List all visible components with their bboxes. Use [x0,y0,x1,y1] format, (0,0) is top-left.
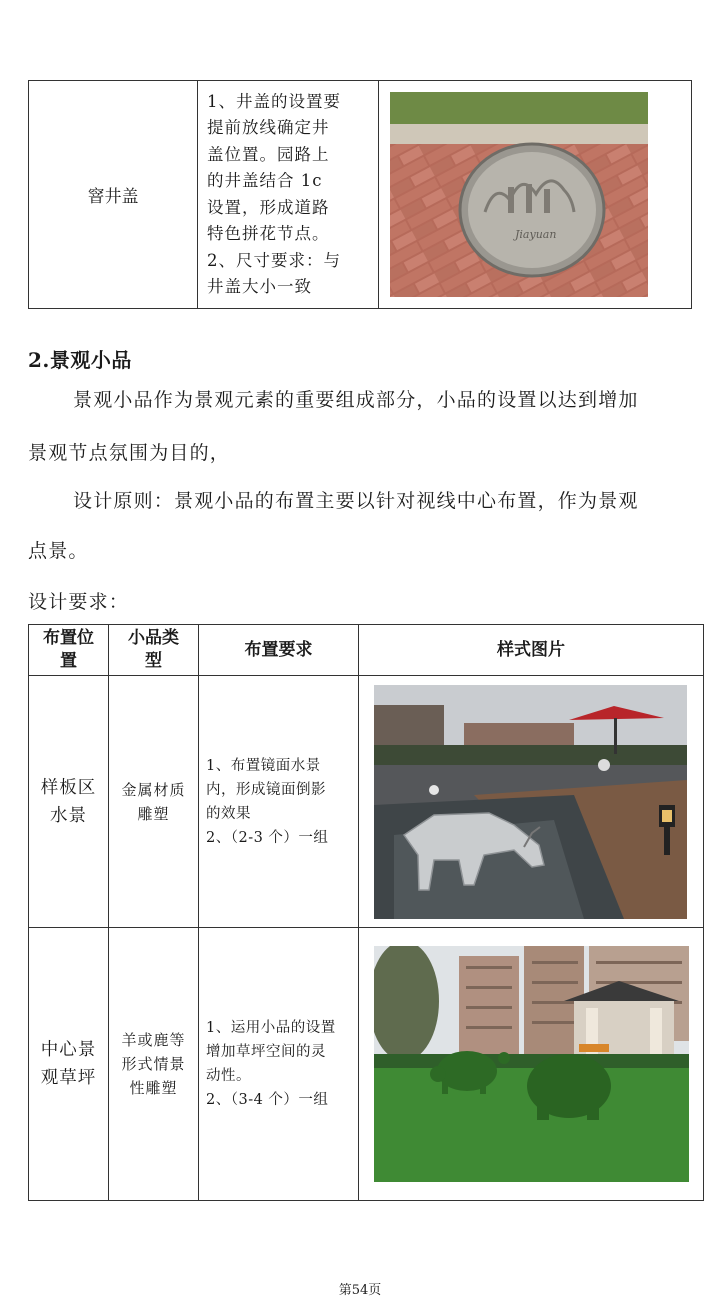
type-cell [29,81,198,309]
cover-inscription: Jiayuan [515,228,557,241]
sculpture-table [28,624,704,1201]
table-row [29,81,692,309]
requirement-line: 1、运用小品的设置 [206,1020,336,1036]
requirement-line: 盖位置。园路上 [207,144,330,164]
kind-text: 羊或鹿等 [121,1031,186,1049]
metal-deer-sculpture-photo [374,685,687,919]
header-text: 布置位 [43,628,94,648]
kind-text: 雕塑 [137,804,170,823]
location-text: 观草坪 [40,1068,97,1088]
requirement-line: 增加草坪空间的灵 [206,1044,326,1060]
type-label: 窨井盖 [87,187,139,207]
paragraph-line: 设计原则：景观小品的布置主要以针对视线中心布置，作为景观 [73,490,639,512]
table-row [29,928,704,1201]
topiary-animal-lawn-photo [374,946,689,1182]
requirement-line: 2、（2-3 个）一组 [206,829,329,846]
table-row [29,676,704,928]
header-text: 小品类 [128,628,179,648]
manhole-table [28,80,692,309]
location-text: 水景 [50,805,87,826]
paragraph-line: 景观小品作为景观元素的重要组成部分，小品的设置以达到增加 [73,389,639,411]
header-text: 型 [145,651,162,671]
header-text: 置 [60,651,77,671]
requirement-line: 1、布置镜面水景 [206,757,321,774]
location-text: 中心景 [40,1040,97,1060]
kind-cell [109,676,199,928]
paragraph-line: 景观节点氛围为目的， [28,442,231,464]
kind-cell [109,928,199,1201]
header-kind [109,625,199,676]
paragraph-line: 点景。 [28,540,89,562]
requirement-line: 井盖大小一致 [207,277,312,296]
requirement-line: 2、（3-4 个）一组 [206,1092,329,1108]
requirement-line: 的效果 [206,805,251,822]
manhole-cover-photo [390,92,648,297]
requirement-line: 2、尺寸要求：与 [207,250,341,270]
section-title: 2.景观小品 [28,348,132,372]
requirement-line: 提前放线确定井 [207,118,330,137]
requirement-line: 内，形成镜面倒影 [206,781,326,798]
table-header-row [29,625,704,676]
paragraph-line: 设计要求： [28,591,130,613]
location-cell [29,928,109,1201]
location-text: 样板区 [40,777,97,798]
requirement-line: 特色拼花节点。 [207,224,330,243]
header-requirement: 布置要求 [199,625,359,676]
requirement-cell [199,928,359,1201]
kind-text: 性雕塑 [129,1079,178,1097]
header-image: 样式图片 [359,625,704,676]
header-location [29,625,109,676]
image-cell [359,676,704,928]
requirement-cell [198,81,379,309]
kind-text: 形式情景 [121,1055,186,1073]
page-number: 第54页 [338,1283,382,1298]
requirement-line: 设置，形成道路 [207,197,330,217]
image-cell [359,928,704,1201]
image-cell [379,81,692,309]
location-cell [29,676,109,928]
requirement-line: 动性。 [206,1068,251,1084]
requirement-cell [199,676,359,928]
requirement-line: 的井盖结合 1c [207,171,323,190]
requirement-line: 1、井盖的设置要 [207,91,341,111]
kind-text: 金属材质 [121,780,186,799]
